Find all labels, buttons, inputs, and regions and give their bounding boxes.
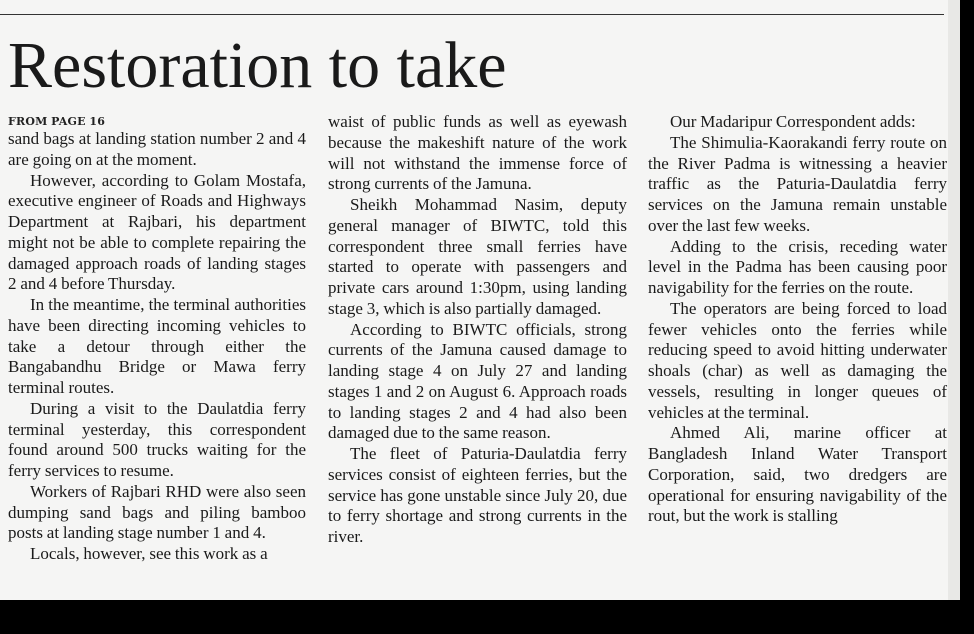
top-rule <box>0 14 944 15</box>
adjacent-column-edge <box>948 0 960 600</box>
paragraph: Adding to the crisis, receding water level in the Padma has been causing poor navigability for the ferries on the route. <box>648 236 947 297</box>
paragraph: In the meantime, the terminal authorities have been directing incoming vehicles to take a detour through either the Bangabandhu Bridge or Mawa ferry terminal routes. <box>8 295 306 397</box>
paragraph: Sheikh Mohammad Nasim, deputy general manager of BIWTC, told this correspondent three small ferries have started to operate with passengers and private cars around 1:30pm, using landing stage 3, which is also partially damaged. <box>328 195 627 318</box>
article-column-1 <box>8 112 306 565</box>
paragraph: Locals, however, see this work as a <box>30 544 268 563</box>
paragraph: The operators are being forced to load fewer vehicles onto the ferries while reducing speed to avoid hitting underwater shoals (char) as well as damaging the vessels, resulting in longer queues of vehicles at the terminal. <box>648 298 947 422</box>
paragraph: According to BIWTC officials, strong currents of the Jamuna caused damage to landing stage 4 on July 27 and landing stages 1 and 2 on August 6. Approach roads to landing stages 2 and 4 had also been damaged due to the same reason. <box>328 319 627 443</box>
article-column-3 <box>648 112 947 527</box>
paragraph: sand bags at landing station number 2 and 4 are going on at the moment. <box>8 129 306 169</box>
paragraph: Ahmed Ali, marine officer at Bangladesh Inland Water Transport Corporation, said, two dredgers are operational for ensuring navigability of the rout, but the work is stalling <box>648 423 947 526</box>
paragraph: During a visit to the Daulatdia ferry terminal yesterday, this correspondent found around 500 trucks waiting for the ferry services to resume. <box>8 398 306 480</box>
headline: Restoration to take <box>8 29 507 102</box>
paragraph: However, according to Golam Mostafa, executive engineer of Roads and Highways Department at Rajbari, his department might not be able to complete repairing the damaged approach roads of landing stages 2 and 4 before Thursday. <box>8 170 306 294</box>
paragraph: waist of public funds as well as eyewash because the makeshift nature of the work will not withstand the immense force of strong currents of the Jamuna. <box>328 112 627 194</box>
jump-line: FROM PAGE 16 <box>8 115 106 128</box>
article-column-2 <box>328 112 627 548</box>
paragraph: Our Madaripur Correspondent adds: <box>670 112 916 131</box>
paragraph: The fleet of Paturia-Daulatdia ferry services consist of eighteen ferries, but the service has gone unstable since July 20, due to ferry shortage and strong currents in the river. <box>328 444 627 546</box>
paragraph: Workers of Rajbari RHD were also seen dumping sand bags and piling bamboo posts at landing stage number 1 and 4. <box>8 481 306 543</box>
paragraph: The Shimulia-Kaorakandi ferry route on the River Padma is witnessing a heavier traffic as the Paturia-Daulatdia ferry services on the Jamuna remain unstable over the last few weeks. <box>648 132 947 235</box>
